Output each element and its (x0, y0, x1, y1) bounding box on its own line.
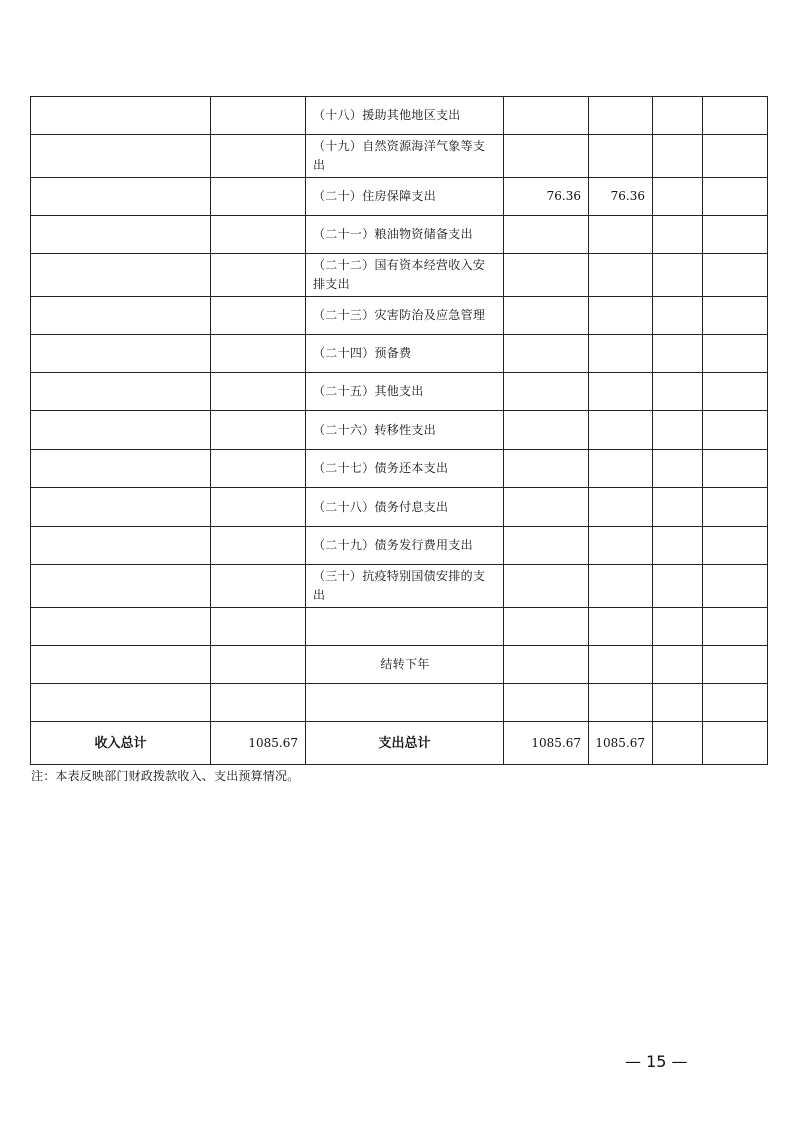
expense-general-cell (589, 411, 653, 450)
income-amount-cell (211, 335, 306, 373)
income-total-label: 收入总计 (31, 722, 211, 765)
expense-total-cell (504, 646, 589, 684)
income-total-value: 1085.67 (211, 722, 306, 765)
income-item-cell (31, 335, 211, 373)
expense-fund-total-cell (653, 722, 703, 765)
income-item-cell (31, 450, 211, 488)
expense-total-cell (504, 411, 589, 450)
income-amount-cell (211, 135, 306, 178)
expense-fund-cell (653, 135, 703, 178)
table-row (31, 178, 768, 216)
expense-capital-cell (703, 684, 768, 722)
expense-capital-cell (703, 135, 768, 178)
expense-item-cell: （二十一）粮油物资储备支出 (306, 216, 504, 254)
expense-item-cell: （二十九）债务发行费用支出 (306, 527, 504, 565)
expense-capital-cell (703, 646, 768, 684)
income-amount-cell (211, 411, 306, 450)
income-item-cell (31, 254, 211, 297)
table-body (31, 97, 768, 765)
expense-general-cell (589, 97, 653, 135)
page-number: — 15 — (625, 1052, 688, 1071)
income-amount-cell (211, 297, 306, 335)
income-item-cell (31, 646, 211, 684)
expense-item-cell: （十八）援助其他地区支出 (306, 97, 504, 135)
expense-capital-total-cell (703, 722, 768, 765)
table-row (31, 216, 768, 254)
income-amount-cell (211, 646, 306, 684)
expense-fund-cell (653, 97, 703, 135)
expense-capital-cell (703, 527, 768, 565)
expense-total-value: 1085.67 (504, 722, 589, 765)
expense-item-cell: （三十）抗疫特别国债安排的支出 (306, 565, 504, 608)
expense-general-cell (589, 684, 653, 722)
expense-general-cell (589, 216, 653, 254)
expense-fund-cell (653, 527, 703, 565)
expense-capital-cell (703, 254, 768, 297)
expense-general-cell (589, 565, 653, 608)
income-amount-cell (211, 216, 306, 254)
expense-total-cell (504, 527, 589, 565)
table-row (31, 684, 768, 722)
table-row (31, 527, 768, 565)
income-amount-cell (211, 488, 306, 527)
income-item-cell (31, 411, 211, 450)
expense-total-cell (504, 135, 589, 178)
income-amount-cell (211, 178, 306, 216)
expense-item-cell: （二十七）债务还本支出 (306, 450, 504, 488)
expense-fund-cell (653, 373, 703, 411)
expense-item-cell (306, 684, 504, 722)
income-amount-cell (211, 373, 306, 411)
expense-fund-cell (653, 178, 703, 216)
income-item-cell (31, 565, 211, 608)
expense-fund-cell (653, 297, 703, 335)
income-amount-cell (211, 608, 306, 646)
income-item-cell (31, 216, 211, 254)
expense-fund-cell (653, 254, 703, 297)
table-row (31, 373, 768, 411)
expense-general-cell: 76.36 (589, 178, 653, 216)
expense-total-label: 支出总计 (306, 722, 504, 765)
expense-total-cell (504, 608, 589, 646)
expense-item-cell: （二十二）国有资本经营收入安排支出 (306, 254, 504, 297)
expense-item-cell: 结转下年 (306, 646, 504, 684)
expense-total-cell (504, 297, 589, 335)
table-row (31, 97, 768, 135)
income-amount-cell (211, 684, 306, 722)
expense-general-cell (589, 488, 653, 527)
table-row (31, 646, 768, 684)
income-item-cell (31, 373, 211, 411)
expense-capital-cell (703, 97, 768, 135)
expense-item-cell: （二十三）灾害防治及应急管理 (306, 297, 504, 335)
totals-row (31, 722, 768, 765)
income-amount-cell (211, 450, 306, 488)
expense-fund-cell (653, 450, 703, 488)
table-row (31, 411, 768, 450)
expense-item-cell: （二十四）预备费 (306, 335, 504, 373)
expense-total-cell (504, 565, 589, 608)
expense-general-cell (589, 450, 653, 488)
expense-total-cell (504, 684, 589, 722)
expense-general-cell (589, 608, 653, 646)
income-amount-cell (211, 97, 306, 135)
table-footnote: 注：本表反映部门财政拨款收入、支出预算情况。 (31, 769, 300, 783)
expense-item-cell: （十九）自然资源海洋气象等支出 (306, 135, 504, 178)
expense-general-cell (589, 254, 653, 297)
expense-capital-cell (703, 373, 768, 411)
expense-capital-cell (703, 411, 768, 450)
expense-item-cell (306, 608, 504, 646)
table-row (31, 488, 768, 527)
expense-total-cell (504, 450, 589, 488)
expense-general-cell (589, 335, 653, 373)
table-row (31, 450, 768, 488)
expense-total-cell (504, 216, 589, 254)
expense-fund-cell (653, 608, 703, 646)
expense-general-cell (589, 373, 653, 411)
expense-item-cell: （二十六）转移性支出 (306, 411, 504, 450)
expense-fund-cell (653, 411, 703, 450)
income-item-cell (31, 297, 211, 335)
expense-fund-cell (653, 488, 703, 527)
budget-table (30, 96, 768, 765)
income-amount-cell (211, 527, 306, 565)
expense-capital-cell (703, 216, 768, 254)
income-item-cell (31, 684, 211, 722)
expense-capital-cell (703, 450, 768, 488)
expense-capital-cell (703, 335, 768, 373)
expense-capital-cell (703, 178, 768, 216)
income-item-cell (31, 135, 211, 178)
table-row (31, 135, 768, 178)
expense-fund-cell (653, 335, 703, 373)
expense-total-cell (504, 488, 589, 527)
income-item-cell (31, 527, 211, 565)
income-amount-cell (211, 565, 306, 608)
expense-general-cell (589, 135, 653, 178)
expense-capital-cell (703, 608, 768, 646)
expense-general-cell (589, 527, 653, 565)
income-item-cell (31, 488, 211, 527)
expense-item-cell: （二十五）其他支出 (306, 373, 504, 411)
expense-fund-cell (653, 646, 703, 684)
expense-fund-cell (653, 216, 703, 254)
income-item-cell (31, 178, 211, 216)
table-row (31, 608, 768, 646)
expense-total-cell (504, 373, 589, 411)
table-row (31, 335, 768, 373)
expense-item-cell: （二十）住房保障支出 (306, 178, 504, 216)
expense-fund-cell (653, 565, 703, 608)
income-item-cell (31, 97, 211, 135)
expense-total-cell (504, 335, 589, 373)
income-item-cell (31, 608, 211, 646)
expense-total-cell (504, 254, 589, 297)
table-row (31, 565, 768, 608)
expense-fund-cell (653, 684, 703, 722)
expense-total-cell: 76.36 (504, 178, 589, 216)
table-row (31, 297, 768, 335)
table-row (31, 254, 768, 297)
expense-capital-cell (703, 297, 768, 335)
expense-general-total-value: 1085.67 (589, 722, 653, 765)
expense-general-cell (589, 297, 653, 335)
expense-capital-cell (703, 565, 768, 608)
income-amount-cell (211, 254, 306, 297)
expense-capital-cell (703, 488, 768, 527)
expense-general-cell (589, 646, 653, 684)
expense-total-cell (504, 97, 589, 135)
expense-item-cell: （二十八）债务付息支出 (306, 488, 504, 527)
